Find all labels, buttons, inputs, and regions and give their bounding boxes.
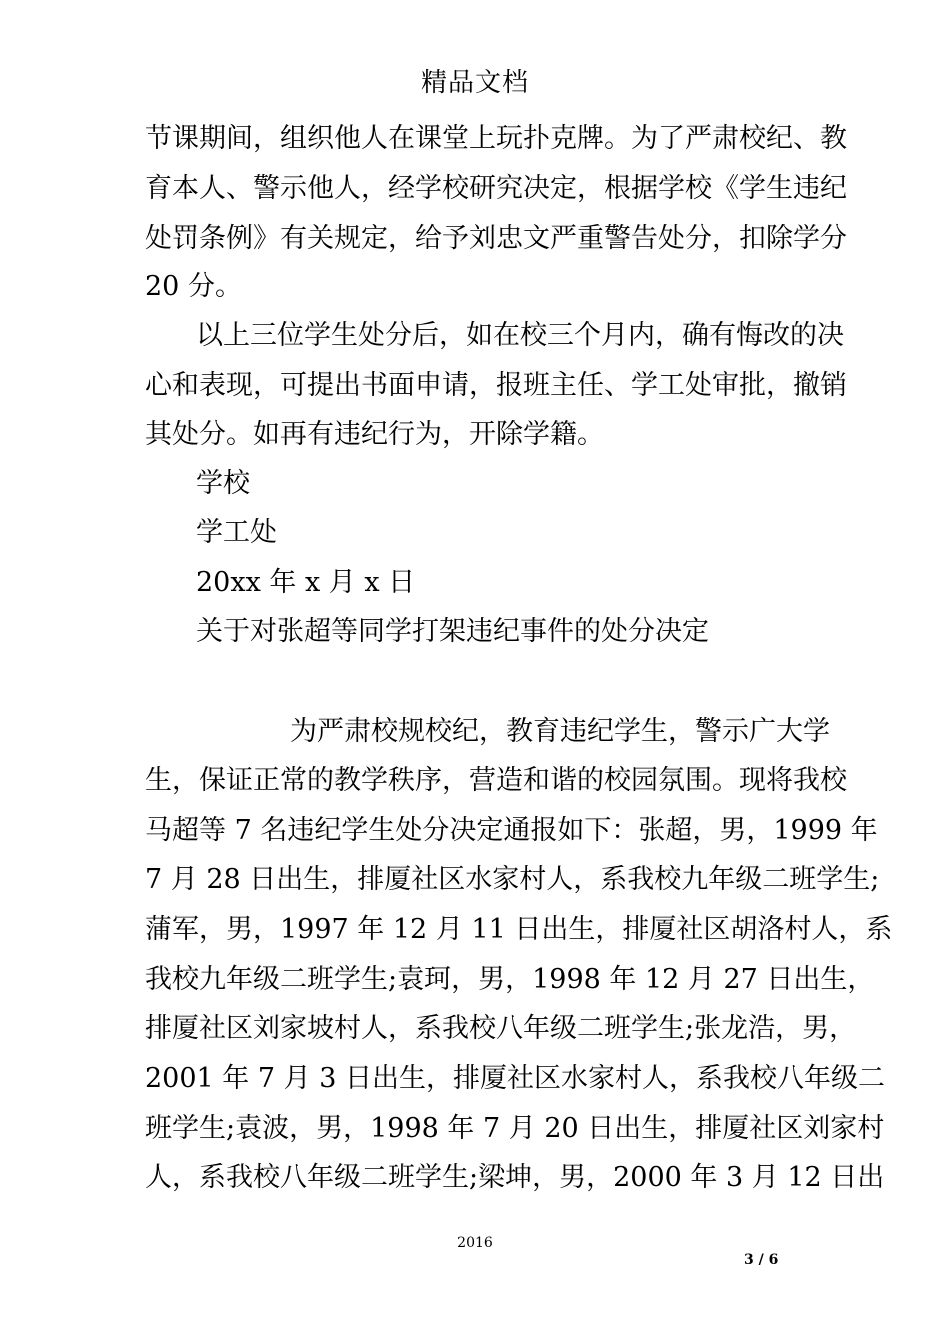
body-line: 为严肃校规校纪，教育违纪学生，警示广大学 <box>290 716 830 747</box>
body-line: 人，系我校八年级二班学生;梁坤，男，2000 年 3 月 12 日出 <box>145 1162 885 1193</box>
body-line: 排厦社区刘家坡村人，系我校八年级二班学生;张龙浩，男， <box>145 1013 857 1044</box>
body-line: 20 分。 <box>145 271 242 302</box>
body-line: 节课期间，组织他人在课堂上玩扑克牌。为了严肃校纪、教 <box>145 123 847 154</box>
signature-school: 学校 <box>196 468 250 499</box>
body-line: 我校九年级二班学生;袁珂，男，1998 年 12 月 27 日出生， <box>145 964 875 995</box>
body-line: 蒲军，男，1997 年 12 月 11 日出生，排厦社区胡洛村人，系 <box>145 914 893 945</box>
body-line: 7 月 28 日出生，排厦社区水家村人，系我校九年级二班学生; <box>145 864 880 895</box>
body-line: 以上三位学生处分后，如在校三个月内，确有悔改的决 <box>196 320 844 351</box>
section-title: 关于对张超等同学打架违纪事件的处分决定 <box>196 616 709 647</box>
body-line: 处罚条例》有关规定，给予刘忠文严重警告处分，扣除学分 <box>145 223 847 254</box>
body-line: 班学生;袁波，男，1998 年 7 月 20 日出生，排厦社区刘家村 <box>145 1113 885 1144</box>
body-line: 马超等 7 名违纪学生处分决定通报如下：张超，男，1999 年 <box>145 815 878 846</box>
signature-dept: 学工处 <box>196 517 277 548</box>
body-line: 育本人、警示他人，经学校研究决定，根据学校《学生违纪 <box>145 173 847 204</box>
body-line: 心和表现，可提出书面申请，报班主任、学工处审批，撤销 <box>145 370 847 401</box>
body-line: 2001 年 7 月 3 日出生，排厦社区水家村人，系我校八年级二 <box>145 1063 885 1094</box>
page-number: 3 / 6 <box>744 1252 779 1268</box>
signature-date: 20xx 年 x 月 x 日 <box>196 567 416 598</box>
body-line: 生，保证正常的教学秩序，营造和谐的校园氛围。现将我校 <box>145 765 847 796</box>
footer-year: 2016 <box>457 1235 493 1251</box>
body-line: 其处分。如再有违纪行为，开除学籍。 <box>145 419 604 450</box>
page-header: 精品文档 <box>420 68 529 98</box>
